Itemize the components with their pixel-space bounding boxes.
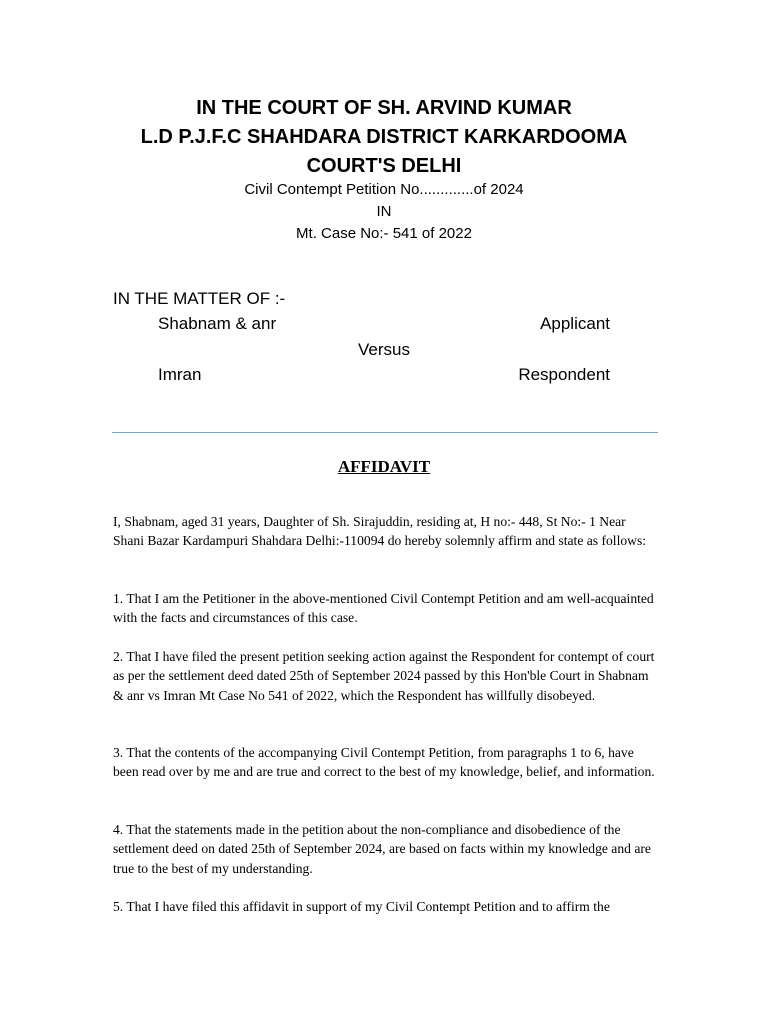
affidavit-intro: I, Shabnam, aged 31 years, Daughter of Sh. Sirajuddin, residing at, H no:- 448, St No:- 1 Near Shani Bazar Kardampuri Shahdara Delhi:-110094 do hereby solemnly affirm and state as follows: [113,514,647,549]
affidavit-paragraph-4: 4. That the statements made in the petition about the non-compliance and disobedience of the settlement deed on dated 25th of September 2024, are based on facts within my knowledge and are true to the best of my understanding. [113,822,651,876]
matter-heading: IN THE MATTER OF :- [113,289,286,308]
court-title-line-3: COURT'S DELHI [306,155,462,177]
party-applicant-role: Applicant [540,314,610,333]
section-divider [112,432,658,433]
in-connector: IN [376,203,392,220]
party-respondent-name: Imran [158,365,202,384]
court-title-line-2: L.D P.J.F.C SHAHDARA DISTRICT KARKARDOOMA [140,126,628,148]
affidavit-paragraph-1: 1. That I am the Petitioner in the above-mentioned Civil Contempt Petition and am well-acquainted with the facts and circumstances of this case. [113,591,654,626]
affidavit-paragraph-5: 5. That I have filed this affidavit in support of my Civil Contempt Petition and to affirm the [113,899,610,914]
case-number: Mt. Case No:- 541 of 2022 [296,225,472,242]
affidavit-title: AFFIDAVIT [337,457,431,476]
party-respondent-role: Respondent [518,365,610,384]
affidavit-paragraph-3: 3. That the contents of the accompanying Civil Contempt Petition, from paragraphs 1 to 6, have been read over by me and are true and correct to the best of my knowledge, belief, and information. [113,745,655,780]
party-applicant-name: Shabnam & anr [158,314,277,333]
petition-number: Civil Contempt Petition No.............of 2024 [244,181,524,198]
court-title-line-1: IN THE COURT OF SH. ARVIND KUMAR [196,97,572,119]
versus-label: Versus [358,340,410,359]
affidavit-paragraph-2: 2. That I have filed the present petition seeking action against the Respondent for contempt of court as per the settlement deed dated 25th of September 2024 passed by this Hon'ble Court in Shabnam & anr vs Imran Mt Case No 541 of 2022, which the Respondent has willfully disobeyed. [113,649,655,703]
